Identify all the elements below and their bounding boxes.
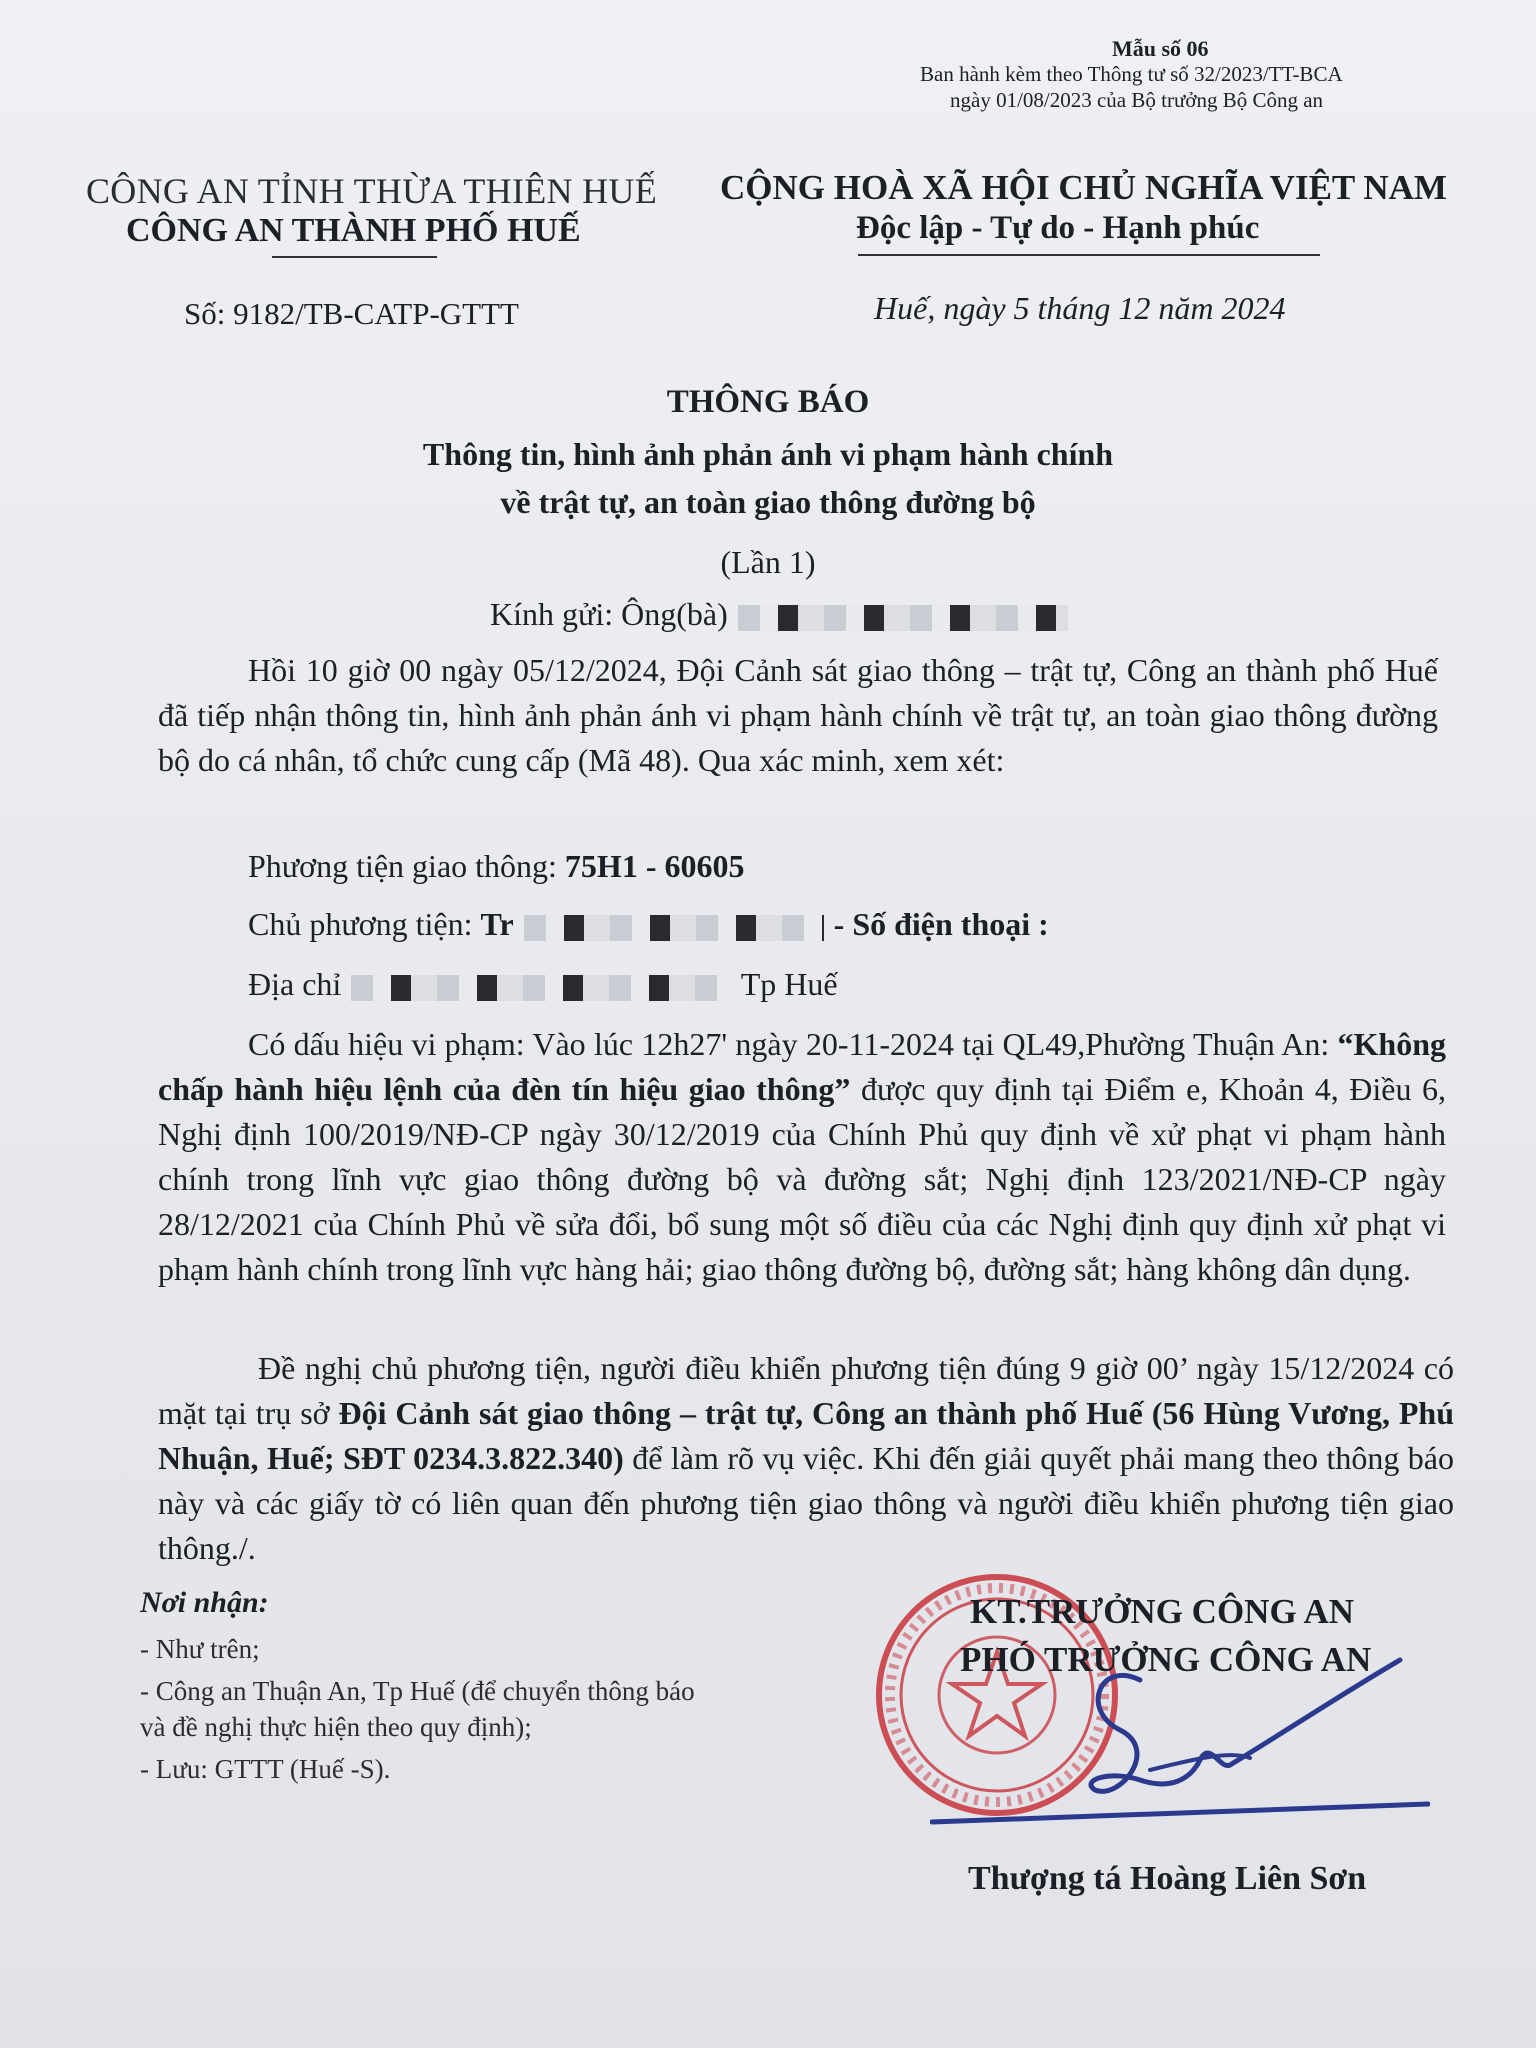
signer-name: Thượng tá Hoàng Liên Sơn [968,1860,1367,1897]
document-subtitle-1: Thông tin, hình ảnh phản ánh vi phạm hành chính [422,436,1114,472]
redacted-owner [524,915,824,941]
redacted-address [351,975,731,1001]
vehicle-label: Phương tiện giao thông: [248,848,565,884]
document-title: THÔNG BÁO [666,384,870,420]
paragraph-intro: Hồi 10 giờ 00 ngày 05/12/2024, Đội Cảnh sát giao thông – trật tự, Công an thành phố Huế đã tiếp nhận thông tin, hình ảnh phản ánh vi phạm hành chính về trật tự, an toàn giao thông đường bộ do cá nhân, tổ chức cung cấp (Mã 48). Qua xác minh, xem xét: [158,652,1438,778]
form-issued-date-line: ngày 01/08/2023 của Bộ trưởng Bộ Công an [950,88,1324,112]
recipient-item: và đề nghị thực hiện theo quy định); [140,1712,532,1742]
recipient-item: - Lưu: GTTT (Huế -S). [140,1754,391,1784]
address-city: Tp Huế [740,966,838,1002]
request-intro: Đề nghị chủ phương tiện, người điều khiển phương tiện đúng 9 giờ 00’ ngày 15/12/2024 có mặt tại trụ sở [158,1350,1454,1431]
recipient-item: - Như trên; [140,1634,260,1664]
recipients-heading: Nơi nhận: [140,1586,269,1619]
violation-description: “Không chấp hành hiệu lệnh của đèn tín hiệu giao thông” [158,1026,1446,1107]
violation-legal-basis: được quy định tại Điểm e, Khoản 4, Điều 6, Nghị định 100/2019/NĐ-CP ngày 30/12/2019 của Chính Phủ quy định về xử phạt vi phạm hành chính trong lĩnh vực giao thông đường bộ và đường sắt; Nghị định 123/2021/NĐ-CP ngày 28/12/2021 của Chính Phủ về sửa đổi, bổ sung một số điều của các Nghị định quy định xử phạt vi phạm hành chính trong lĩnh vực hàng hải; giao thông đường bộ, đường sắt; hàng không dân dụng. [158,1071,1447,1287]
addressee-line [490,596,1070,633]
signature-underline [930,1800,1430,1830]
office-address: Đội Cảnh sát giao thông – trật tự, Công an thành phố Huế (56 Hùng Vương, Phú Nhuận, Huế; SĐT 0234.3.822.340) [158,1395,1455,1476]
parent-agency: CÔNG AN TỈNH THỪA THIÊN HUẾ [86,171,658,211]
address-label: Địa chỉ [248,966,342,1002]
issuing-agency: CÔNG AN THÀNH PHỐ HUẾ [126,212,581,249]
nation-name: CỘNG HOÀ XÃ HỘI CHỦ NGHĨA VIỆT NAM [720,168,1447,207]
agency-underline [272,256,437,258]
nation-motto: Độc lập - Tự do - Hạnh phúc [856,210,1260,246]
form-number: Mẫu số 06 [1112,36,1209,61]
vehicle-line [248,848,744,885]
violation-intro: Có dấu hiệu vi phạm: Vào lúc 12h27' ngày 20-11-2024 tại QL49,Phường Thuận An: [248,1026,1338,1062]
request-rest: để làm rõ vụ việc. Khi đến giải quyết phải mang theo thông báo này và các giấy tờ có liên quan đến phương tiện giao thông và người điều khiển phương tiện giao thông./. [158,1440,1455,1566]
document-subtitle-2: về trật tự, an toàn giao thông đường bộ [500,484,1036,520]
recipient-item: - Công an Thuận An, Tp Huế (để chuyển thông báo [140,1676,695,1706]
redacted-name [738,605,1068,631]
form-issued-line: Ban hành kèm theo Thông tư số 32/2023/TT-BCA [920,62,1343,86]
attempt-number: (Lần 1) [720,544,816,580]
phone-label: - Số điện thoại : [833,906,1049,942]
owner-name-prefix: Tr [480,906,514,942]
owner-line [248,906,1049,943]
motto-underline [858,254,1320,256]
license-plate: 75H1 - 60605 [564,848,745,884]
paragraph-request [158,1346,1454,1571]
document-number: Số: 9182/TB-CATP-GTTT [184,296,519,331]
document-date: Huế, ngày 5 tháng 12 năm 2024 [874,290,1286,326]
addressee-label: Kính gửi: Ông(bà) [490,596,728,632]
signature-title-2: PHÓ TRƯỞNG CÔNG AN [960,1640,1372,1679]
owner-label: Chủ phương tiện: [248,906,481,942]
paragraph-violation [158,1022,1446,1292]
address-line [248,966,838,1003]
signature-title-1: KT.TRƯỞNG CÔNG AN [970,1592,1355,1631]
